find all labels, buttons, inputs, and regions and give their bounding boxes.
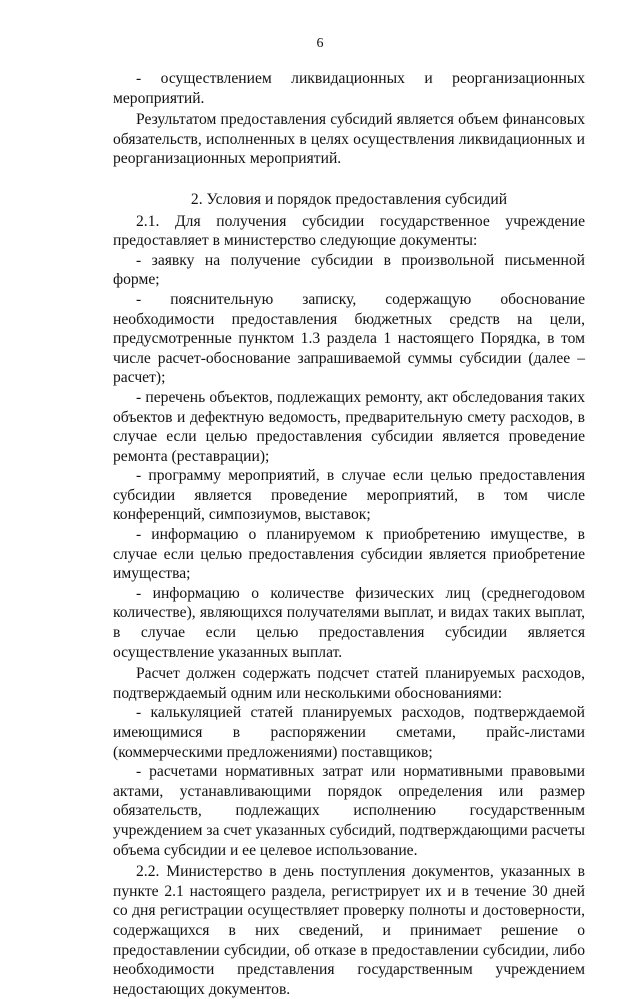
paragraph-2-2: 2.2. Министерство в день поступления документов, указанных в пункте 2.1 настоящего раздела, регистрирует их и в течение 30 дней со дня регистрации осуществляет проверку полноты и достоверности, содержащихся в них сведений, и принимает решение о предоставлении субсидии, об отказе в предоставлении субсидии, либо необходимости представления государственным учреждением недостающих документов. xyxy=(113,863,585,998)
list-item-repair-objects: - перечень объектов, подлежащих ремонту, акт обследования таких объектов и дефектную ведомость, предварительную смету расходов, в случае если целью предоставления субсидии является проведение ремонта (реставрации); xyxy=(113,388,585,465)
document-body xyxy=(113,69,585,999)
paragraph-liquidation-measures: - осуществлением ликвидационных и реорганизационных мероприятий. xyxy=(113,70,585,107)
list-item-events-program: - программу мероприятий, в случае если целью предоставления субсидии является проведение мероприятий, в том числе конференций, симпозиумов, выставок; xyxy=(113,467,585,524)
section-heading: 2. Условия и порядок предоставления субсидий xyxy=(190,190,508,208)
list-item-normative-calculations: - расчетами нормативных затрат или нормативными правовыми актами, устанавливающими порядок определения или размер обязательств, подлежащих исполнению государственным учреждением за счет указанных субсидий, подтверждающими расчеты объема субсидии и ее целевое использование. xyxy=(113,763,585,859)
paragraph-2-1: 2.1. Для получения субсидии государственное учреждение предоставляет в министерство следующие документы: xyxy=(113,212,585,250)
list-item-recipients-info: - информацию о количестве физических лиц (среднегодовом количестве), являющихся получателями выплат, и видах таких выплат, в случае если целью предоставления субсидии является осуществление указанных выплат. xyxy=(113,584,585,661)
list-item-application: - заявку на получение субсидии в произвольной письменной форме; xyxy=(113,251,585,289)
list-item-explanatory-note: - пояснительную записку, содержащую обоснование необходимости предоставления бюджетных средств на цели, предусмотренные пунктом 1.3 раздела 1 настоящего Порядка, в том числе расчет-обоснование запрашиваемой суммы субсидии (далее – расчет); xyxy=(113,290,585,387)
list-item-costing: - калькуляцией статей планируемых расходов, подтверждаемой имеющимися в распоряжении сметами, прайс-листами (коммерческими предложениями) поставщиков; xyxy=(113,704,585,761)
page-number: 6 xyxy=(316,36,324,51)
paragraph-subsidy-result: Результатом предоставления субсидий является объем финансовых обязательств, исполненных в целях осуществления ликвидационных и реорганизационных мероприятий. xyxy=(113,111,585,168)
paragraph-calculation: Расчет должен содержать подсчет статей планируемых расходов, подтверждаемый одним или несколькими обоснованиями: xyxy=(113,665,585,702)
list-item-property-info: - информацию о планируемом к приобретению имуществе, в случае если целью предоставления субсидии является приобретение имущества; xyxy=(113,526,585,583)
